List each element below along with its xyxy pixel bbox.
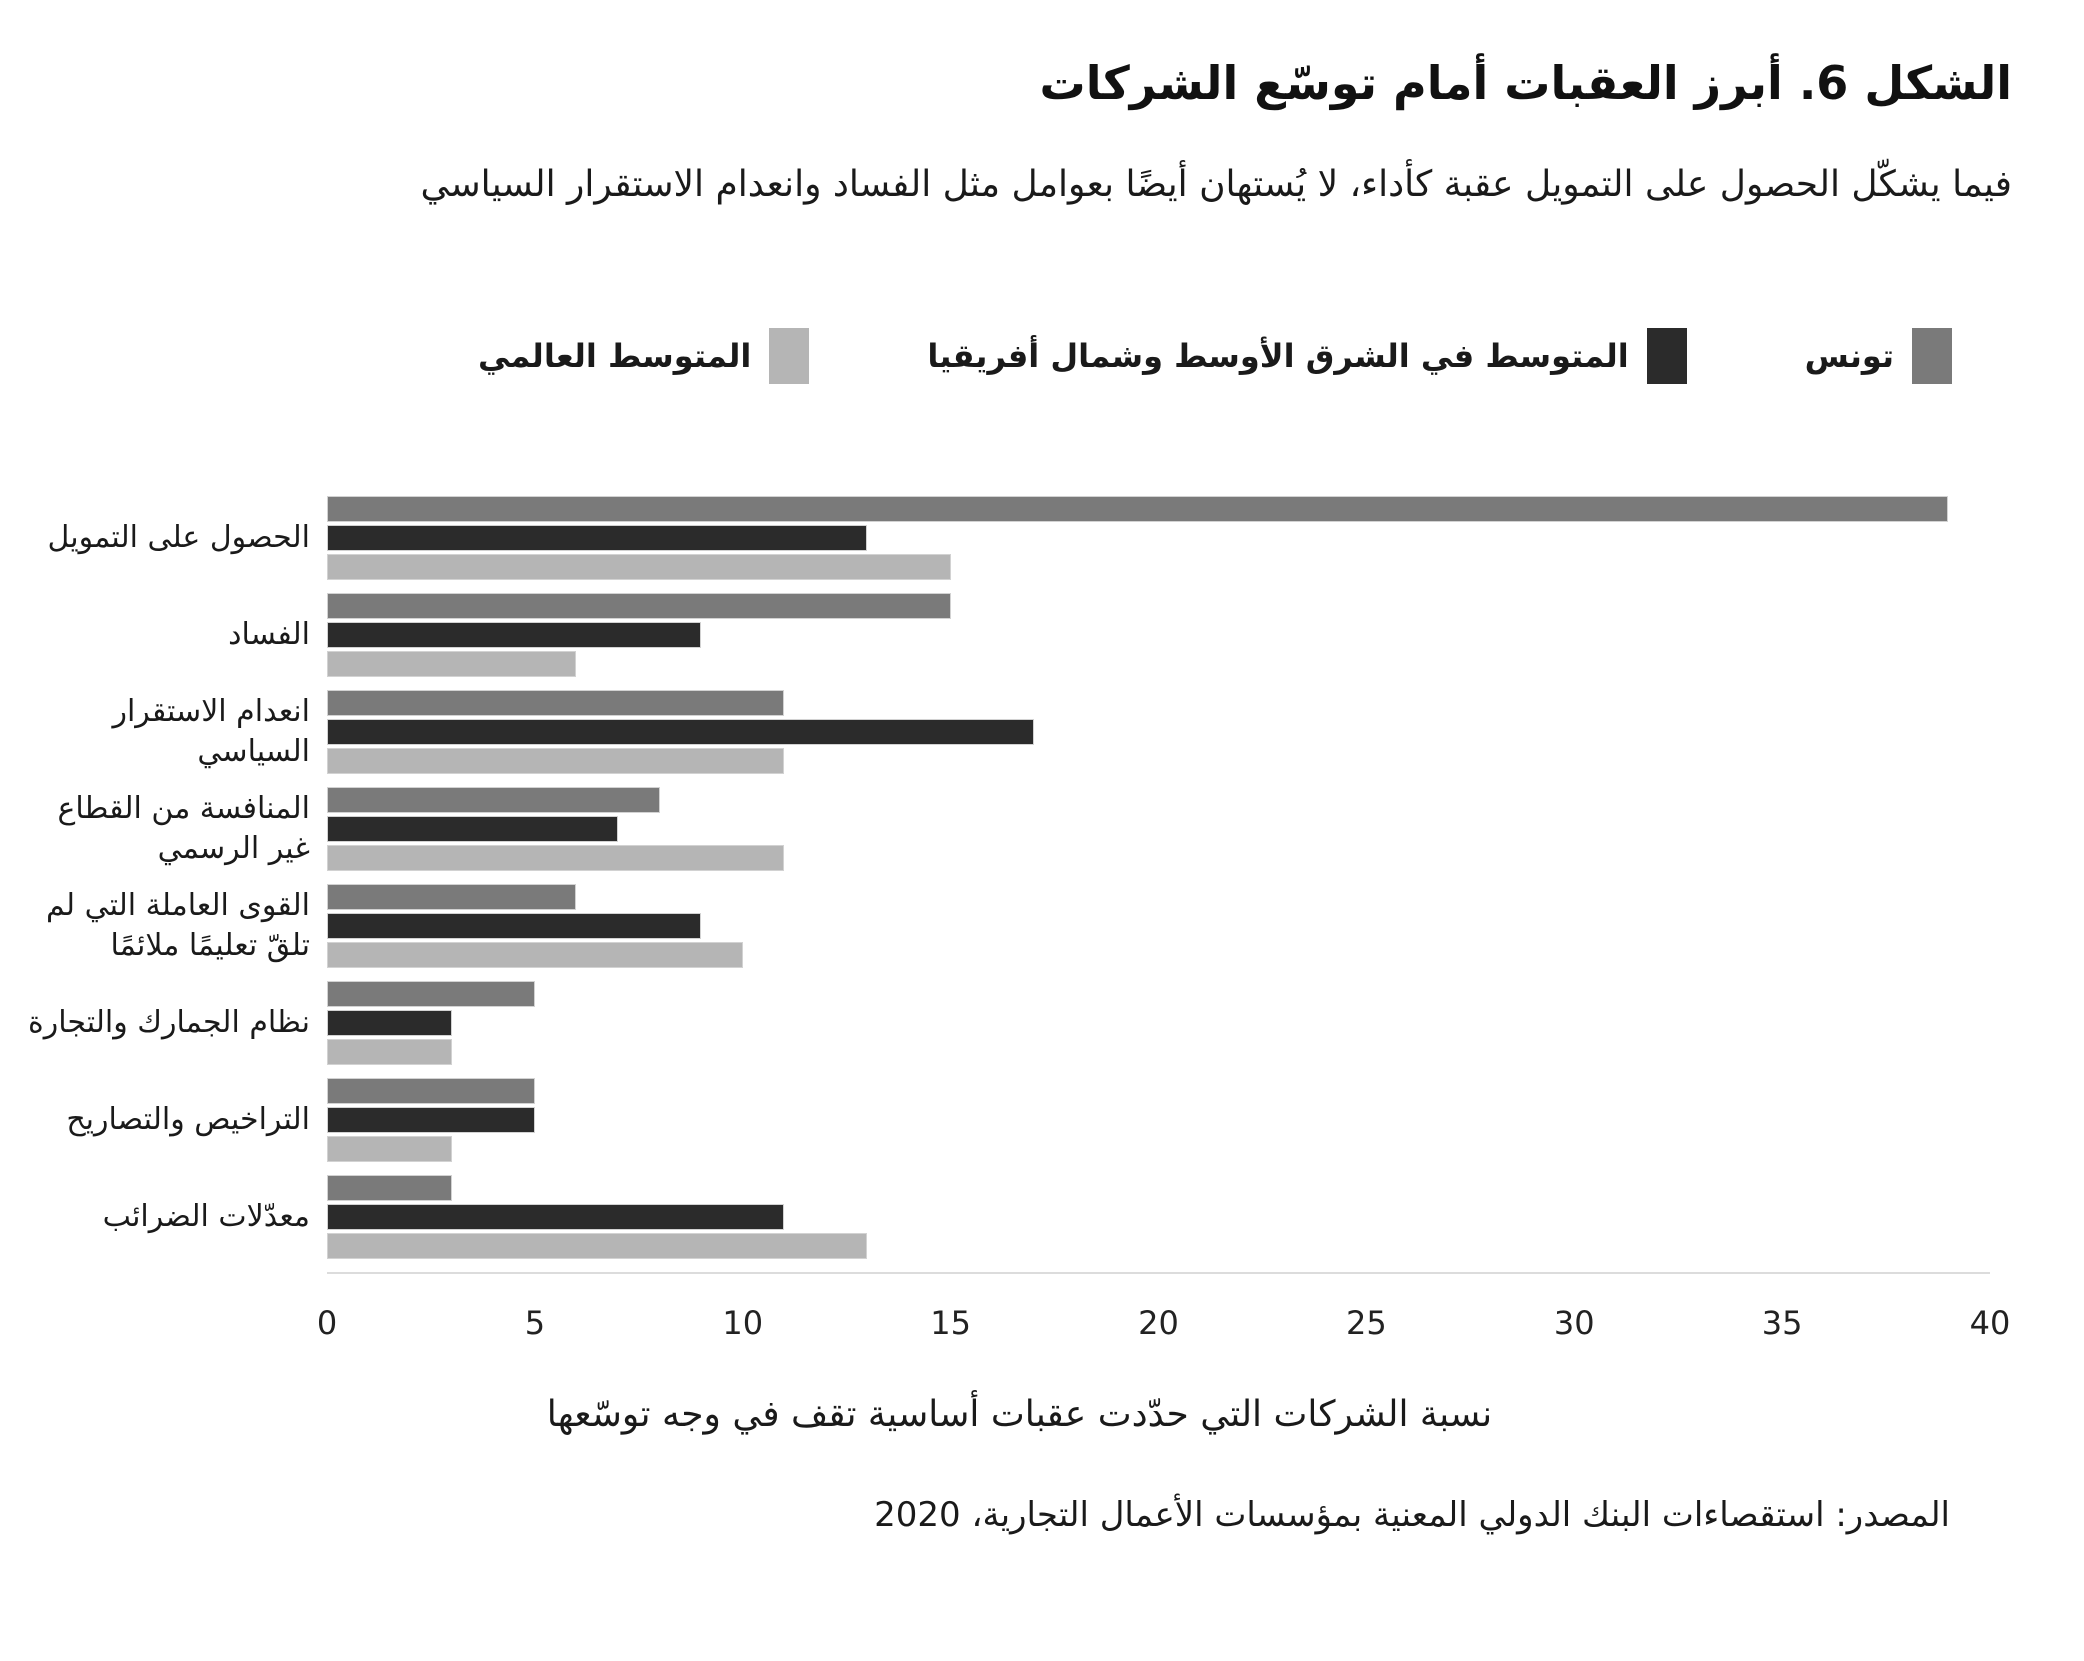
bar-world bbox=[327, 942, 743, 968]
bar-tunisia bbox=[327, 690, 784, 716]
source-note: المصدر: استقصاءات البنك الدولي المعنية بمؤسسات الأعمال التجارية، 2020 bbox=[874, 1495, 1950, 1536]
bar-world bbox=[327, 1039, 452, 1065]
bar-tunisia bbox=[327, 787, 660, 813]
bar-mena bbox=[327, 1010, 452, 1036]
x-tick: 25 bbox=[1346, 1304, 1387, 1343]
bar-group bbox=[27, 496, 1990, 580]
category-label: المنافسة من القطاع غير الرسمي bbox=[57, 790, 310, 867]
bar-world bbox=[327, 554, 951, 580]
bar-stack bbox=[327, 787, 1990, 871]
category-label: الحصول على التمويل bbox=[47, 520, 310, 556]
legend-label-mena-average: المتوسط في الشرق الأوسط وشمال أفريقيا bbox=[927, 337, 1629, 376]
x-tick: 5 bbox=[524, 1304, 546, 1343]
x-ticks-row bbox=[27, 1274, 2011, 1354]
bar-mena bbox=[327, 913, 701, 939]
bar-mena bbox=[327, 622, 701, 648]
bar-group bbox=[27, 1078, 1990, 1162]
x-tick: 20 bbox=[1138, 1304, 1179, 1343]
category-label: الفساد bbox=[228, 617, 310, 653]
bar-tunisia bbox=[327, 593, 951, 619]
bar-stack bbox=[327, 593, 1990, 677]
bar-stack bbox=[327, 690, 1990, 774]
bar-world bbox=[327, 1233, 867, 1259]
bar-stack bbox=[327, 884, 1990, 968]
bar-group bbox=[27, 981, 1990, 1065]
bar-stack bbox=[327, 1078, 1990, 1162]
bar-group bbox=[27, 690, 1990, 774]
x-tick: 0 bbox=[316, 1304, 338, 1343]
bar-world bbox=[327, 651, 576, 677]
bar-mena bbox=[327, 816, 618, 842]
bar-world bbox=[327, 1136, 452, 1162]
legend-swatch-world-average bbox=[769, 328, 809, 384]
bar-stack bbox=[327, 1175, 1990, 1259]
legend-swatch-mena-average bbox=[1647, 328, 1687, 384]
x-axis-caption: نسبة الشركات التي حدّدت عقبات أساسية تقف في وجه توسّعها bbox=[546, 1394, 1493, 1436]
legend-swatch-tunisia bbox=[1912, 328, 1952, 384]
figure-title: الشكل 6. أبرز العقبات أمام توسّع الشركات bbox=[1039, 56, 2012, 110]
bar-tunisia bbox=[327, 1175, 452, 1201]
bar-mena bbox=[327, 525, 867, 551]
bar-stack bbox=[327, 496, 1990, 580]
legend-item-tunisia bbox=[1805, 328, 1952, 384]
category-label: القوى العاملة التي لم تلقّ تعليمًا ملائمًا bbox=[45, 887, 310, 964]
bar-tunisia bbox=[327, 981, 535, 1007]
category-label: التراخيص والتصاريح bbox=[66, 1102, 310, 1138]
category-label: معدّلات الضرائب bbox=[102, 1199, 310, 1235]
bar-mena bbox=[327, 719, 1034, 745]
bar-tunisia bbox=[327, 884, 576, 910]
figure-subtitle: فيما يشكّل الحصول على التمويل عقبة كأداء، لا يُستهان أيضًا بعوامل مثل الفساد وانعدام الاستقرار السياسي bbox=[420, 164, 2012, 206]
x-tick: 40 bbox=[1969, 1304, 2011, 1343]
bar-group bbox=[27, 593, 1990, 677]
bar-chart bbox=[27, 496, 2011, 1354]
bar-world bbox=[327, 845, 784, 871]
bar-group bbox=[27, 884, 1990, 968]
category-label: نظام الجمارك والتجارة bbox=[27, 1005, 310, 1041]
chart-legend bbox=[27, 328, 2012, 384]
bar-group bbox=[27, 1175, 1990, 1259]
legend-item-mena-average bbox=[927, 328, 1686, 384]
x-tick: 35 bbox=[1761, 1304, 1803, 1343]
bar-groups bbox=[27, 496, 1990, 1259]
legend-label-tunisia: تونس bbox=[1804, 337, 1894, 376]
bar-stack bbox=[327, 981, 1990, 1065]
x-tick: 15 bbox=[930, 1304, 971, 1343]
bar-mena bbox=[327, 1107, 535, 1133]
bar-group bbox=[27, 787, 1990, 871]
bar-world bbox=[327, 748, 784, 774]
legend-item-world-average bbox=[478, 328, 809, 384]
legend-label-world-average: المتوسط العالمي bbox=[477, 337, 752, 376]
bar-tunisia bbox=[327, 496, 1948, 522]
bar-mena bbox=[327, 1204, 784, 1230]
x-tick: 30 bbox=[1553, 1304, 1595, 1343]
bar-tunisia bbox=[327, 1078, 535, 1104]
category-label: انعدام الاستقرار السياسي bbox=[112, 693, 310, 770]
x-tick: 10 bbox=[722, 1304, 764, 1343]
x-ticks bbox=[316, 1274, 2011, 1354]
